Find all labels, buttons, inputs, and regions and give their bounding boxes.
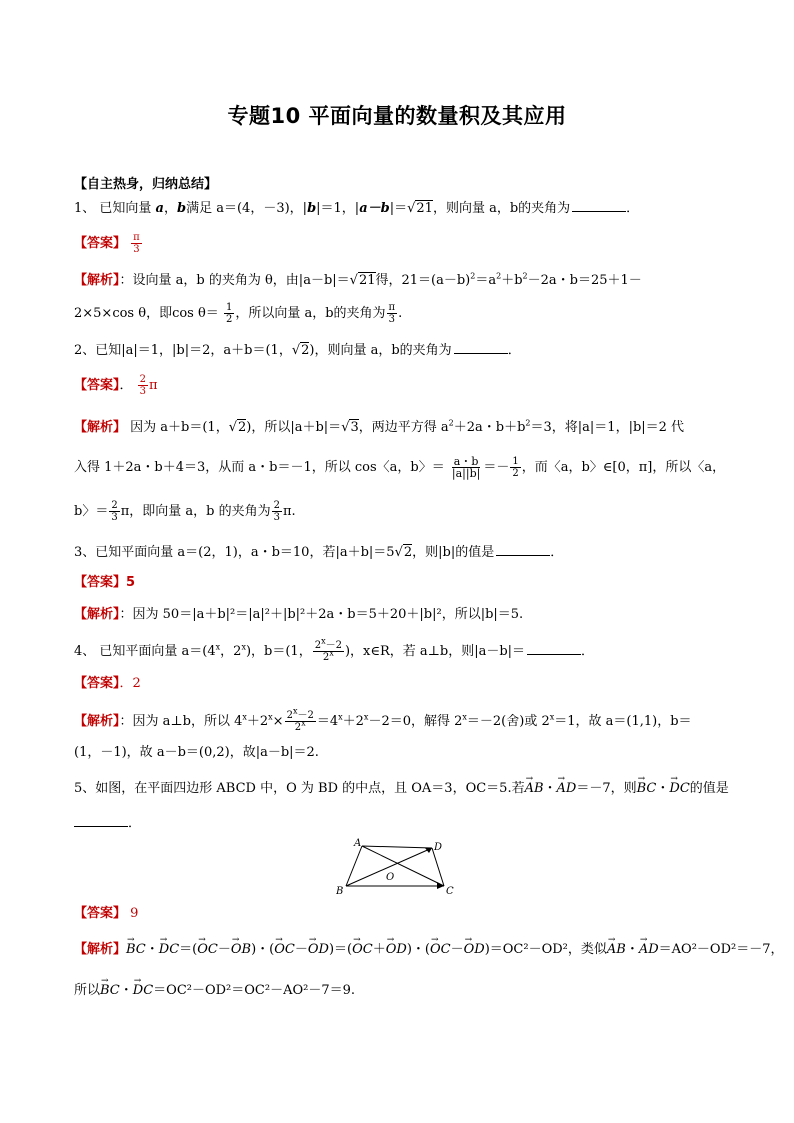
- question-4: 4、 已知平面向量 $a=(4^x$，2$^x$)，b＝(1， $\frac{2^x-2}{2^x}$ )，x∈R，若 a⊥b，则|a－b|＝ ．: [74, 636, 595, 663]
- analysis-5-line2: 所以→ BC・→ DC＝OC²－OD²＝OC²－AO²－7＝9.: [74, 982, 724, 1000]
- fraction: $\frac{\pi}{3}$: [388, 302, 396, 325]
- label-c: C: [446, 886, 454, 896]
- answer-2: 【答案】． $\frac{2}{3}$ π: [74, 374, 158, 397]
- answer-blank: [74, 814, 128, 827]
- fraction: $\frac{2^x-2}{2^x}$: [314, 636, 342, 663]
- answer-blank: [572, 199, 626, 212]
- label-a: A: [354, 838, 362, 849]
- question-5-blank: ．: [74, 814, 724, 833]
- question-2: 2、已知|a|＝1，|b|＝2，a＋b＝(1，√2)，则向量 a，b的夹角为 ．: [74, 343, 521, 358]
- fraction: $\frac{\pi}{3}$: [133, 232, 140, 255]
- fraction: $\frac{1}{2}$: [225, 302, 233, 325]
- fraction: $\frac{a・b}{|a||b|}$: [451, 455, 481, 480]
- answer-4: 【答案】．2: [74, 676, 141, 691]
- question-5: 5、如图，在平面四边形 ABCD 中，O 为 BD 的中点，且 OA＝3，OC＝5.若→ AB・→ AD＝－7，则→ BC・→ DC的值是: [74, 780, 724, 798]
- fraction: $\frac{2}{3}$: [273, 500, 280, 523]
- label-o: O: [386, 872, 395, 883]
- fraction: $\frac{2^x-2}{2^x}$: [286, 706, 314, 733]
- label-d: D: [434, 842, 443, 853]
- segment-dc: [432, 848, 444, 886]
- analysis-5-line1: 【解析】→ BC・→ DC＝(→ OC－→ OB)・(→ OC－→ OD)＝(→ OC＋→ OD)・(→ OC－→ OD)＝OC²－OD²，类似→ AB・→ AD＝AO²－OD²＝－7，: [74, 941, 724, 959]
- analysis-1-line1: 【解析】：设向量 a，b 的夹角为 θ，由|a－b|＝√21得，$21=(a-b)^2=a^2+b^2-2a$・b＝25＋1－: [74, 271, 642, 288]
- analysis-1-line2: 2×5×cos θ，即cos θ＝ $\frac{1}{2}$ ，所以向量 a，b的夹角为 $\frac{\pi}{3}$ .: [74, 302, 403, 325]
- analysis-2-line2: 入得 1＋2a・b＋4＝3，从而 a・b＝－1，所以 cos〈a，b〉＝ $\frac{a・b}{|a||b|}$ ＝－ $\frac{1}{2}$ ，而〈a，b〉∈[0，π]，所以〈a，: [74, 455, 726, 480]
- section-heading: 【自主热身，归纳总结】: [74, 177, 218, 192]
- segment-ad: [362, 846, 432, 848]
- answer-5: 【答案】 9: [74, 906, 139, 921]
- answer-1: 【答案】 $\frac{\pi}{3}$: [74, 232, 140, 255]
- analysis-4-line2: (1，－1)，故 a－b＝(0,2)，故|a－b|＝2.: [74, 745, 319, 760]
- answer-3: 【答案】5: [74, 575, 136, 590]
- fraction: $\frac{1}{2}$: [512, 456, 519, 479]
- analysis-2-line1: 【解析】 因为 a＋b＝(1，√2)，所以|a＋b|＝√3，两边平方得 $a^2+2a$・$b+b^2=3$，将|a|＝1，|b|＝2 代: [74, 418, 685, 435]
- answer-blank: [527, 642, 581, 655]
- page-title: 专题10 平面向量的数量积及其应用: [227, 104, 567, 128]
- analysis-3: 【解析】：因为 50＝|a＋b|²＝|a|²＋|b|²＋2a・b＝5＋20＋|b|²，所以|b|＝5.: [74, 607, 524, 622]
- analysis-4-line1: 【解析】：因为 a⊥b，所以 $4^x+2^x\times$ $\frac{2^x-2}{2^x}$ $=4^x+2^x-2=0$，解得 $2^x=-2$(舍)或 $2^x=1$，故 a＝(1,1)，b＝: [74, 706, 692, 733]
- quadrilateral-figure: [336, 836, 460, 896]
- fraction: $\frac{2}{3}$: [111, 500, 118, 523]
- answer-blank: [454, 341, 508, 354]
- answer-blank: [496, 543, 550, 556]
- segment-ac: [362, 846, 444, 886]
- analysis-2-line3: b〉＝ $\frac{2}{3}$ π，即向量 a，b 的夹角为 $\frac{2}{3}$ π.: [74, 500, 296, 523]
- label-b: B: [336, 886, 344, 896]
- question-1: 1、 已知向量 a，b满足 a＝(4，－3)，|b|＝1，|a－b|＝√21，则向量 a，b的夹角为 ．: [74, 201, 640, 216]
- fraction: $\frac{2}{3}$: [139, 374, 147, 397]
- question-3: 3、已知平面向量 a＝(2，1)，a・b＝10，若|a＋b|＝5√2，则|b|的值是 ．: [74, 545, 564, 560]
